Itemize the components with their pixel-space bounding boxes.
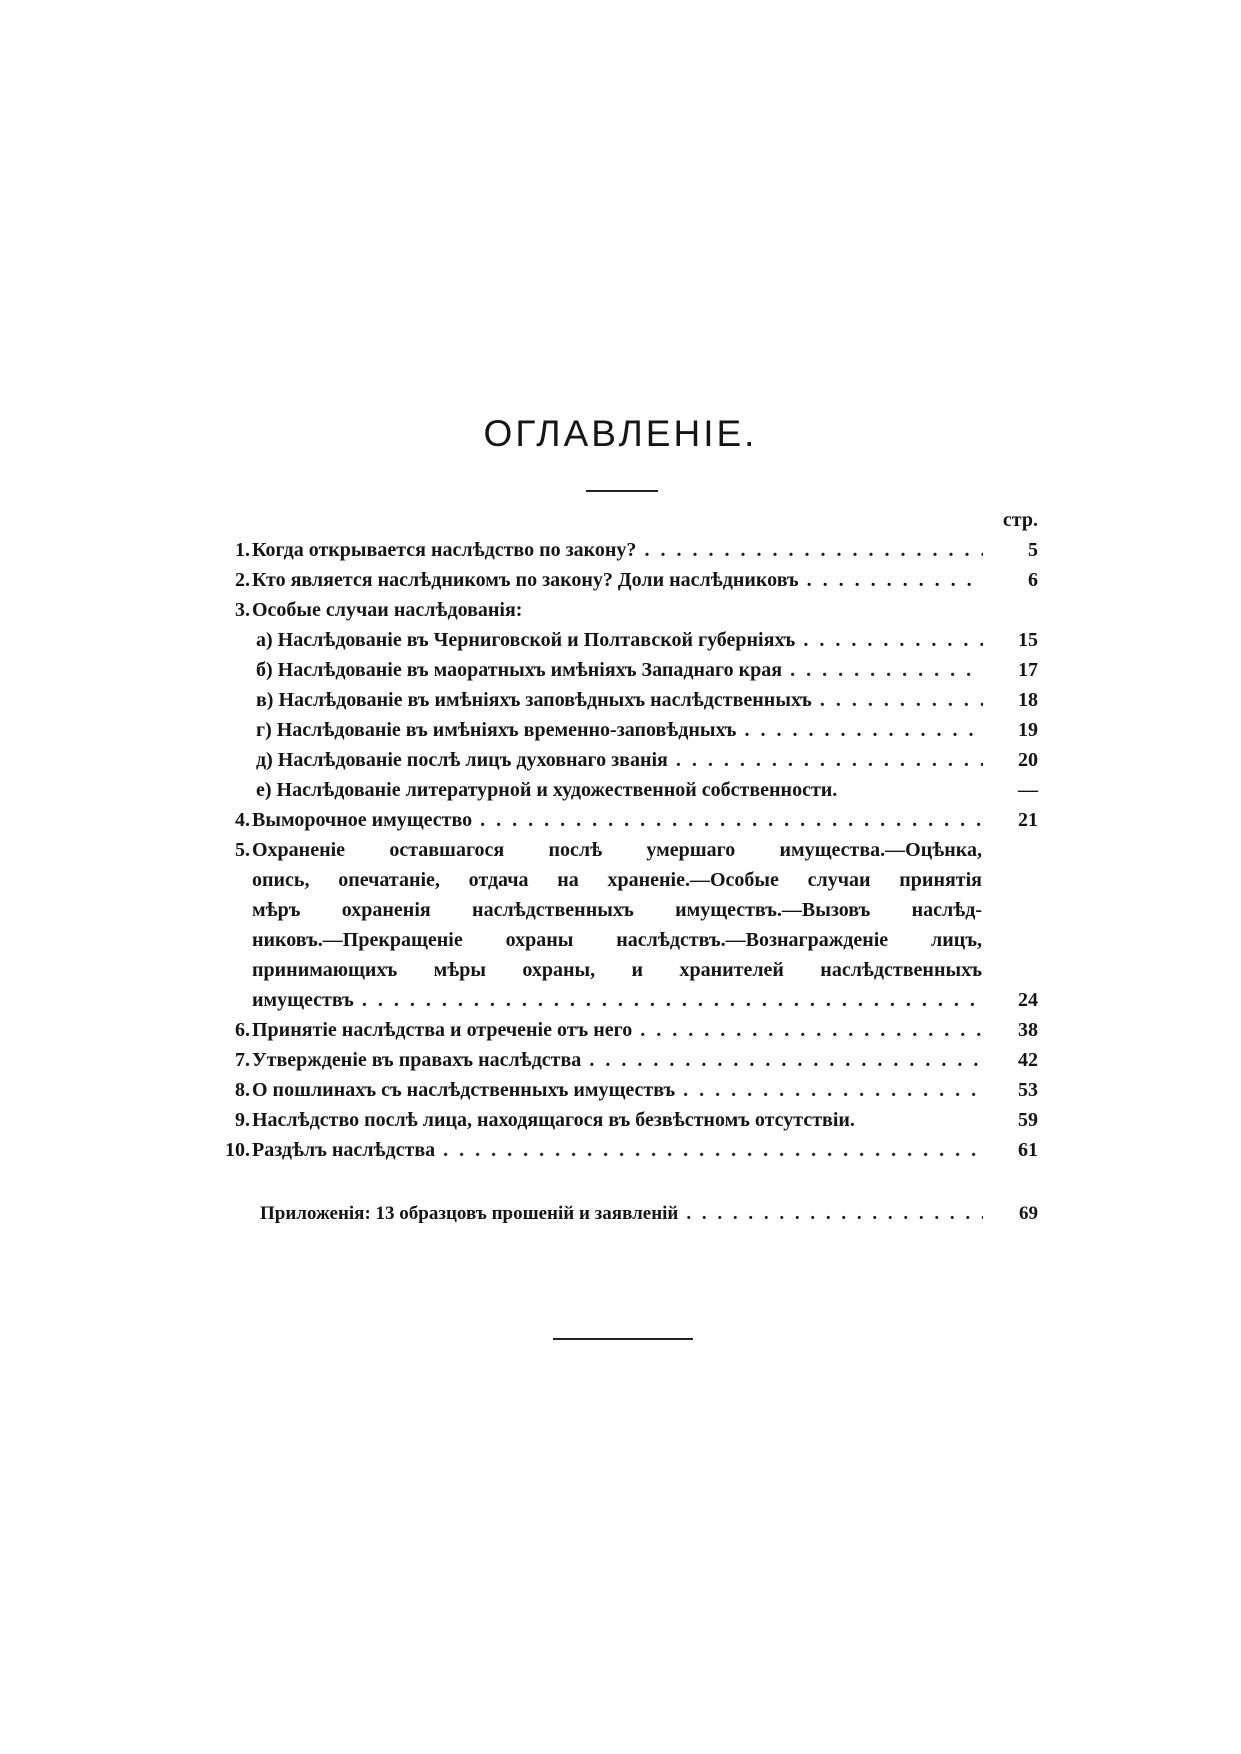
page-title: ОГЛАВЛЕНІЕ. xyxy=(483,413,758,454)
entry-number: 9. xyxy=(235,1109,250,1131)
toc-subentry-a xyxy=(212,625,1038,655)
subentry-title: а) Наслѣдованіе въ Черниговской и Полтавской губерніяхъ xyxy=(256,629,803,651)
subentry-page: 19 xyxy=(1018,719,1038,741)
entry-line: никовъ.—Прекращеніе охраны наслѣдствъ.—Вознагражденіе лицъ, xyxy=(252,929,982,951)
entry-title: Утвержденіе въ правахъ наслѣдства xyxy=(252,1049,589,1071)
subentry-title: г) Наслѣдованіе въ имѣніяхъ временно-заповѣдныхъ xyxy=(256,719,744,741)
toc-entry-8 xyxy=(212,1075,1038,1105)
page-column-header: стр. xyxy=(1002,509,1038,531)
entry-title: Кто является наслѣдникомъ по закону? Доли наслѣдниковъ xyxy=(252,569,807,591)
appendix-page: 69 xyxy=(1019,1203,1038,1224)
subentry-page: 20 xyxy=(1018,749,1038,771)
entry-number: 1. xyxy=(235,539,250,561)
entry-title: Принятіе наслѣдства и отреченіе отъ него xyxy=(252,1019,640,1041)
title-underline xyxy=(586,490,658,492)
entry-title: Особые случаи наслѣдованія: xyxy=(252,599,530,621)
entry-title: Наслѣдство послѣ лица, находящагося въ безвѣстномъ отсутствіи. xyxy=(252,1109,863,1131)
entry-number: 7. xyxy=(235,1049,250,1071)
subentry-page: 15 xyxy=(1018,629,1038,651)
entry-line: имуществъ xyxy=(252,989,362,1011)
toc-entry-5 xyxy=(212,835,1038,1015)
entry-title: О пошлинахъ съ наслѣдственныхъ имуществъ xyxy=(252,1079,683,1101)
entry-page: 5 xyxy=(1028,539,1038,561)
entry-page: 59 xyxy=(1018,1109,1038,1131)
bottom-rule xyxy=(553,1338,693,1340)
appendix-title: Приложенія: 13 образцовъ прошеній и заявленій xyxy=(260,1203,686,1224)
entry-page: 53 xyxy=(1018,1079,1038,1101)
toc-subentry-b xyxy=(212,655,1038,685)
entry-page: 38 xyxy=(1018,1019,1038,1041)
subentry-title: б) Наслѣдованіе въ маоратныхъ имѣніяхъ Западнаго края xyxy=(256,659,790,681)
entry-number: 2. xyxy=(235,569,250,591)
entry-number: 6. xyxy=(235,1019,250,1041)
entry-number: 4. xyxy=(235,809,250,831)
entry-title: Раздѣлъ наслѣдства xyxy=(252,1139,443,1161)
entry-page: 6 xyxy=(1028,569,1038,591)
subentry-page: 17 xyxy=(1018,659,1038,681)
entry-line: принимающихъ мѣры охраны, и хранителей наслѣдственныхъ xyxy=(252,959,982,981)
toc-subentry-e xyxy=(212,775,1038,805)
toc-entry-1 xyxy=(212,535,1038,565)
entry-title: Когда открывается наслѣдство по закону? xyxy=(252,539,644,561)
entry-title: Выморочное имущество xyxy=(252,809,480,831)
entry-number: 8. xyxy=(235,1079,250,1101)
toc-entry-10 xyxy=(212,1135,1038,1165)
subentry-title: в) Наслѣдованіе въ имѣніяхъ заповѣдныхъ наслѣдственныхъ xyxy=(256,689,820,711)
toc-entry-3 xyxy=(212,595,1038,625)
entry-line: мѣръ охраненія наслѣдственныхъ имуществъ.—Вызовъ наслѣд- xyxy=(252,899,982,921)
subentry-page: 18 xyxy=(1018,689,1038,711)
table-of-contents xyxy=(212,505,1038,1229)
toc-appendix xyxy=(212,1199,1038,1229)
entry-number: 3. xyxy=(235,599,250,621)
entry-line: Охраненіе оставшагося послѣ умершаго имущества.—Оцѣнка, xyxy=(252,839,982,861)
entry-page: 24 xyxy=(1018,989,1038,1011)
subentry-title: е) Наслѣдованіе литературной и художественной собственности. xyxy=(256,779,845,801)
toc-entry-6 xyxy=(212,1015,1038,1045)
entry-page: 61 xyxy=(1018,1139,1038,1161)
toc-subentry-d xyxy=(212,745,1038,775)
toc-entry-9 xyxy=(212,1105,1038,1135)
entry-number: 10. xyxy=(225,1139,250,1161)
subentry-page: — xyxy=(1018,779,1038,801)
toc-entry-4 xyxy=(212,805,1038,835)
toc-subentry-v xyxy=(212,685,1038,715)
entry-number: 5. xyxy=(235,839,250,861)
toc-subentry-g xyxy=(212,715,1038,745)
entry-page: 42 xyxy=(1018,1049,1038,1071)
toc-entry-2 xyxy=(212,565,1038,595)
entry-line: опись, опечатаніе, отдача на храненіе.—Особые случаи принятія xyxy=(252,869,982,891)
toc-entry-7 xyxy=(212,1045,1038,1075)
subentry-title: д) Наслѣдованіе послѣ лицъ духовнаго званія xyxy=(256,749,676,771)
entry-page: 21 xyxy=(1018,809,1038,831)
